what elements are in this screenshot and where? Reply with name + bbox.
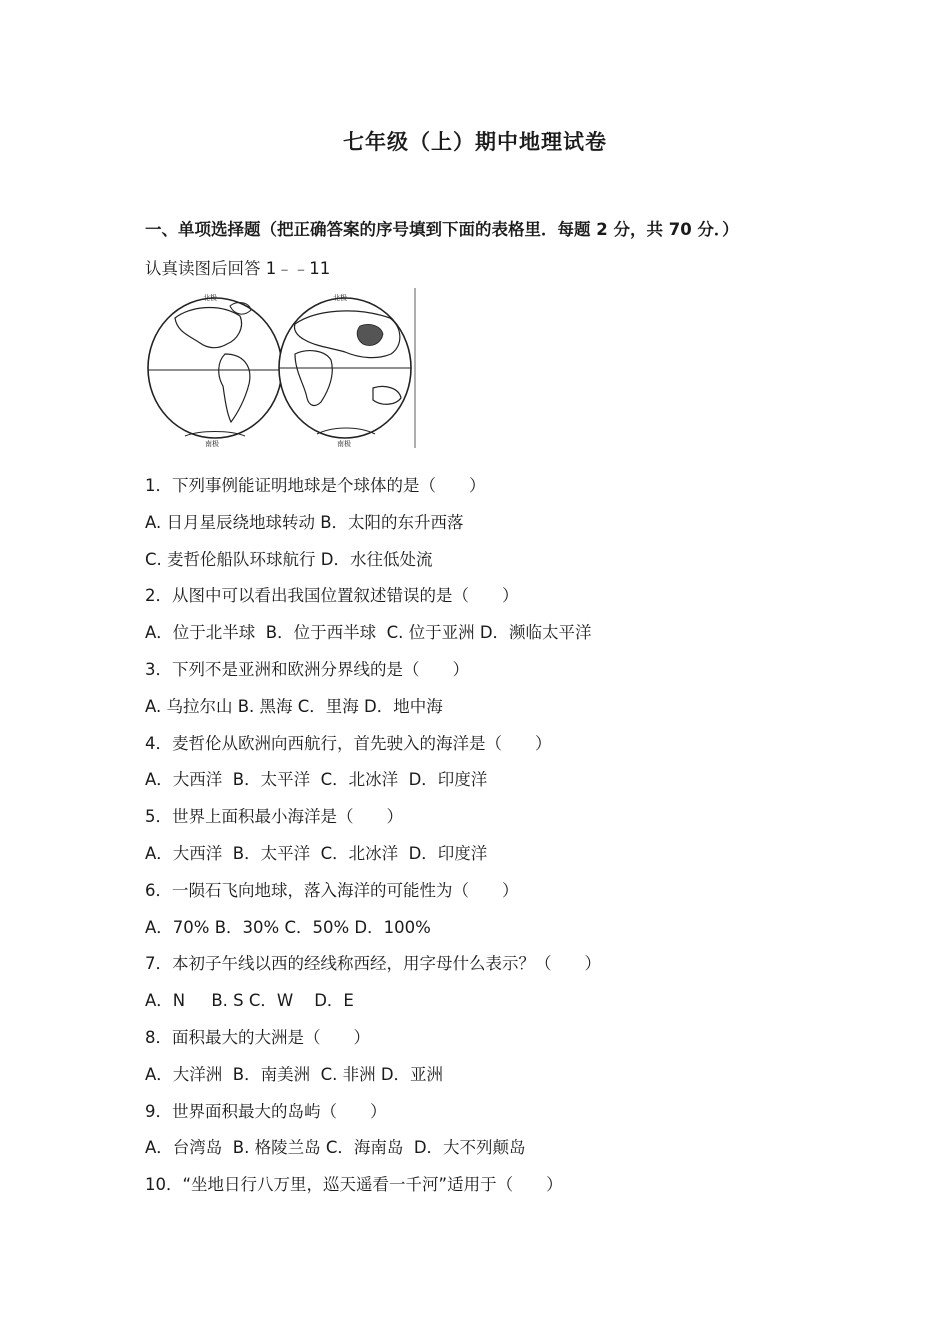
intro-text: 认真读图后回答 1﹣﹣11 [145,259,331,278]
question-text: 8．面积最大的大洲是（ ） [145,1027,370,1047]
answer-options: A．位于北半球 B．位于西半球 C. 位于亚洲 D．濒临太平洋 [145,623,592,643]
question-text: 4．麦哲伦从欧洲向西航行，首先驶入的海洋是（ ） [145,733,552,753]
question-list [145,472,601,1208]
answer-options: A．70% B．30% C．50% D．100% [145,917,431,937]
question-text: 6．一陨石飞向地球，落入海洋的可能性为（ ） [145,880,519,900]
section-heading: 一、单项选择题（把正确答案的序号填到下面的表格里．每题 2 分，共 70 分．） [145,220,739,239]
answer-options: A. 日月星辰绕地球转动 B．太阳的东升西落 [145,512,464,532]
answer-options: A．大西洋 B．太平洋 C．北冰洋 D．印度洋 [145,770,488,790]
question-text: 3．下列不是亚洲和欧洲分界线的是（ ） [145,659,469,679]
answer-options: A．台湾岛 B. 格陵兰岛 C．海南岛 D．大不列颠岛 [145,1138,526,1158]
world-hemispheres-map [145,288,420,448]
question-text: 7．本初子午线以西的经线称西经，用字母什么表示？（ ） [145,954,601,974]
question-text: 5．世界上面积最小海洋是（ ） [145,807,403,827]
question-text: 1．下列事例能证明地球是个球体的是（ ） [145,476,486,495]
north-pole-label-left: 北极 [203,294,217,302]
answer-options: A. 乌拉尔山 B. 黑海 C．里海 D．地中海 [145,696,443,716]
question-text: 10．“坐地日行八万里，巡天遥看一千河”适用于（ ） [145,1175,563,1195]
western-hemisphere [148,298,282,438]
question-text: 9．世界面积最大的岛屿（ ） [145,1101,387,1121]
north-pole-label-right: 北极 [333,294,347,302]
page-title: 七年级（上）期中地理试卷 [343,130,607,154]
south-pole-label-left: 南极 [205,440,219,448]
answer-options: A．大洋洲 B．南美洲 C. 非洲 D．亚洲 [145,1064,444,1084]
answer-options: C. 麦哲伦船队环球航行 D．水往低处流 [145,549,433,569]
answer-options: A．N B. S C．W D．E [145,991,354,1011]
south-pole-label-right: 南极 [337,440,351,448]
answer-options: A．大西洋 B．太平洋 C．北冰洋 D．印度洋 [145,843,488,863]
question-text: 2．从图中可以看出我国位置叙述错误的是（ ） [145,586,519,606]
